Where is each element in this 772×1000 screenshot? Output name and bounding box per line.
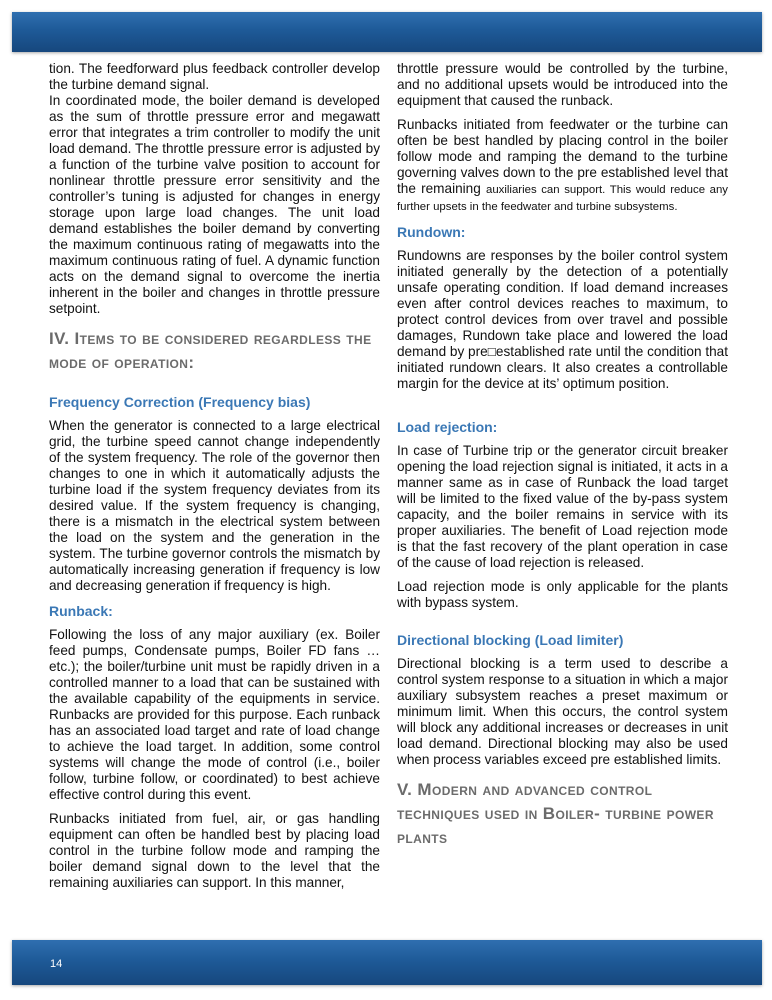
paragraph: tion. The feedforward plus feedback controller develop the turbine demand signal.: [49, 61, 380, 92]
paragraph: throttle pressure would be controlled by the turbine, and no additional upsets would be introduced into the equipment that caused the runback.: [397, 61, 728, 108]
paragraph: Load rejection mode is only applicable for the plants with bypass system.: [397, 579, 728, 610]
paragraph: [397, 117, 728, 215]
header-bar: [12, 12, 762, 52]
paragraph: When the generator is connected to a large electrical grid, the turbine speed cannot change independently of the system frequency. The role of the governor then changes to one in which it automatically adjusts the turbine load if the system frequency deviates from its desired value. If the system frequency is changing, there is a mismatch in the electrical system between the load on the system and the generation in the system. The turbine governor controls the mismatch by automatically increasing generation if frequency is low and decreasing generation if frequency is high.: [49, 418, 380, 593]
paragraph-small-text: auxiliaries can support. This would reduce any further upsets in the feedwater and turbine subsystems.: [397, 184, 728, 213]
paragraph: In coordinated mode, the boiler demand is developed as the sum of throttle pressure error and megawatt error that integrates a trim controller to modify the unit load demand. The throttle pressure error is adjusted by a function of the turbine valve position to account for nonlinear throttle pressure error sensitivity and the controller’s tuning is adjusted for changes in energy storage upon large load changes. The unit load demand establishes the boiler demand by converting the maximum continuous rating of megawatts into the maximum continuous rating of fuel. A dynamic function acts on the demand signal to overcome the inertia inherent in the boiler and changes in throttle pressure setpoint.: [49, 93, 380, 316]
paragraph: In case of Turbine trip or the generator circuit breaker opening the load rejection signal is initiated, it acts in a manner same as in case of Runback the load target will be limited to the fixed value of the by-pass system capacity, and the boiler remains in service with its proper auxiliaries. The benefit of Load rejection mode is that the fast recovery of the plant operation in case of the cause of load rejection is released.: [397, 443, 728, 570]
section-heading: V. Modern and advanced control techniques used in Boiler- turbine power plants: [397, 780, 714, 847]
paragraph: Rundowns are responses by the boiler control system initiated generally by the detection of a potentially unsafe operating condition. If load demand increases even after control devices reaches to maximum, to protect control devices from over travel and possible damages, Rundown take place and lowered the load demand by pre□established rate until the condition that initiated rundown clears. It also creates a controllable margin for the device at its’ optimum position.: [397, 248, 728, 391]
paragraph: Following the loss of any major auxiliary (ex. Boiler feed pumps, Condensate pumps, Boiler FD fans … etc.); the boiler/turbine unit must be rapidly driven in a controlled manner to a load that can be sustained with the available capability of the equipments in service. Runbacks are provided for this purpose. Each runback has an associated load target and rate of load change to achieve the load target. In addition, some control systems will change the mode of control (i.e., boiler follow, turbine follow, or coordinated) to best achieve effective control during this event.: [49, 627, 380, 802]
subheading: Frequency Correction (Frequency bias): [49, 394, 311, 410]
subheading: Load rejection:: [397, 419, 498, 435]
subheading: Directional blocking (Load limiter): [397, 632, 624, 648]
footer-bar: [12, 940, 762, 985]
paragraph: Runbacks initiated from fuel, air, or gas handling equipment can often be handled best by placing load control in the turbine follow mode and ramping the boiler demand signal down to the level that the remaining auxiliaries can support. In this manner,: [49, 811, 380, 890]
paragraph: Directional blocking is a term used to describe a control system response to a situation in which a major auxiliary subsystem reaches a preset maximum or minimum limit. When this occurs, the control system will block any additional increases or decreases in unit load demand. Directional blocking may also be used when process variables exceed pre established limits.: [397, 656, 728, 767]
page-number: 14: [50, 958, 63, 970]
right-column: [397, 61, 728, 868]
subheading: Runback:: [49, 603, 113, 619]
paragraph-text: Runbacks initiated from feedwater or the turbine can often be best handled by placing control in the boiler follow mode and ramping the demand to the turbine governing valves down to the pre established level that the remaining: [397, 117, 728, 196]
left-column: [49, 61, 380, 899]
subheading: Rundown:: [397, 224, 466, 240]
section-heading: IV. Items to be considered regardless the mode of operation:: [49, 329, 372, 372]
